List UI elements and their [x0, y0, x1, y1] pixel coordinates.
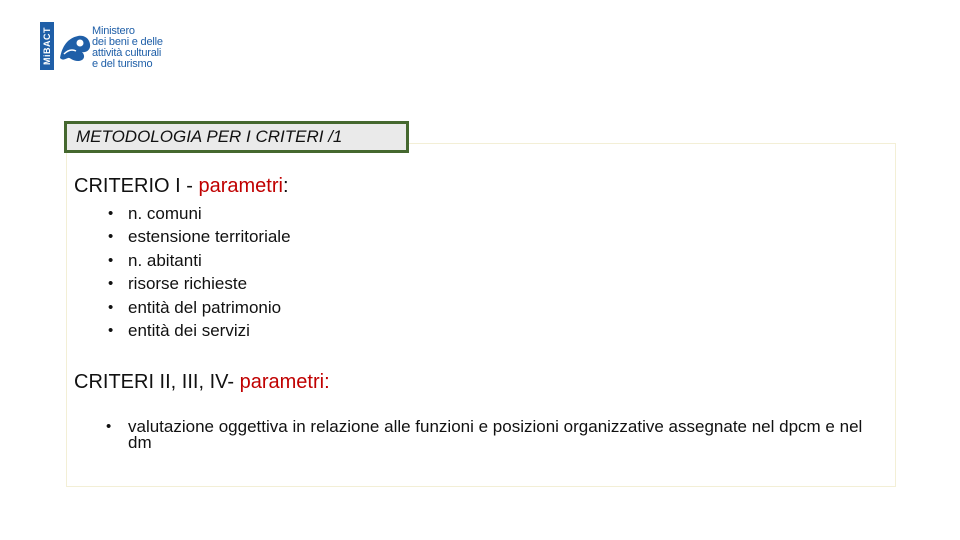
logo-text — [92, 26, 163, 70]
list-item — [108, 319, 291, 342]
slide-title-box — [64, 121, 409, 153]
criteri-2-3-4-heading — [74, 371, 330, 394]
bullet-icon: • — [106, 418, 112, 435]
bullet-icon: • — [108, 251, 114, 269]
criterio-1-heading-accent: parametri — [198, 175, 283, 197]
list-item — [108, 272, 291, 295]
logo-line: dei beni e delle — [92, 36, 163, 48]
logo-line: Ministero — [92, 25, 135, 37]
criteri-2-3-4-heading-suffix: : — [324, 371, 330, 393]
criteri-2-3-4-list — [104, 419, 874, 451]
list-item-text: estensione territoriale — [128, 227, 291, 247]
logo-emblem-icon — [56, 28, 94, 66]
criteri-2-3-4-heading-label: CRITERI II, III, IV- — [74, 371, 240, 393]
logo-vertical-text: MiBACT — [40, 22, 54, 70]
bullet-icon: • — [108, 228, 114, 246]
list-item — [104, 419, 874, 451]
list-item-text: valutazione oggettiva in relazione alle funzioni e posizioni organizzative assegnate nel dpcm e nel dm — [128, 417, 863, 452]
criterio-1-list — [108, 202, 291, 342]
slide-title: METODOLOGIA PER I CRITERI /1 — [76, 127, 343, 146]
logo-line: attività culturali — [92, 47, 162, 59]
list-item-text: n. abitanti — [128, 250, 202, 270]
criteri-2-3-4-heading-accent: parametri — [239, 371, 325, 393]
bullet-icon: • — [108, 298, 114, 316]
list-item-text: entità del patrimonio — [128, 297, 282, 317]
list-item — [108, 249, 291, 272]
logo-line: e del turismo — [92, 58, 153, 70]
list-item — [108, 225, 291, 248]
list-item — [108, 296, 291, 319]
ministry-logo — [40, 22, 180, 74]
bullet-icon: • — [108, 275, 114, 293]
list-item — [108, 202, 291, 225]
bullet-icon: • — [108, 205, 114, 222]
list-item-text: n. comuni — [128, 204, 202, 223]
criterio-1-heading — [74, 175, 289, 198]
list-item-text: risorse richieste — [128, 274, 248, 294]
list-item-text: entità dei servizi — [128, 321, 250, 341]
criterio-1-heading-suffix: : — [282, 175, 289, 197]
bullet-icon: • — [108, 322, 114, 340]
criterio-1-heading-label: CRITERIO I - — [74, 175, 199, 197]
